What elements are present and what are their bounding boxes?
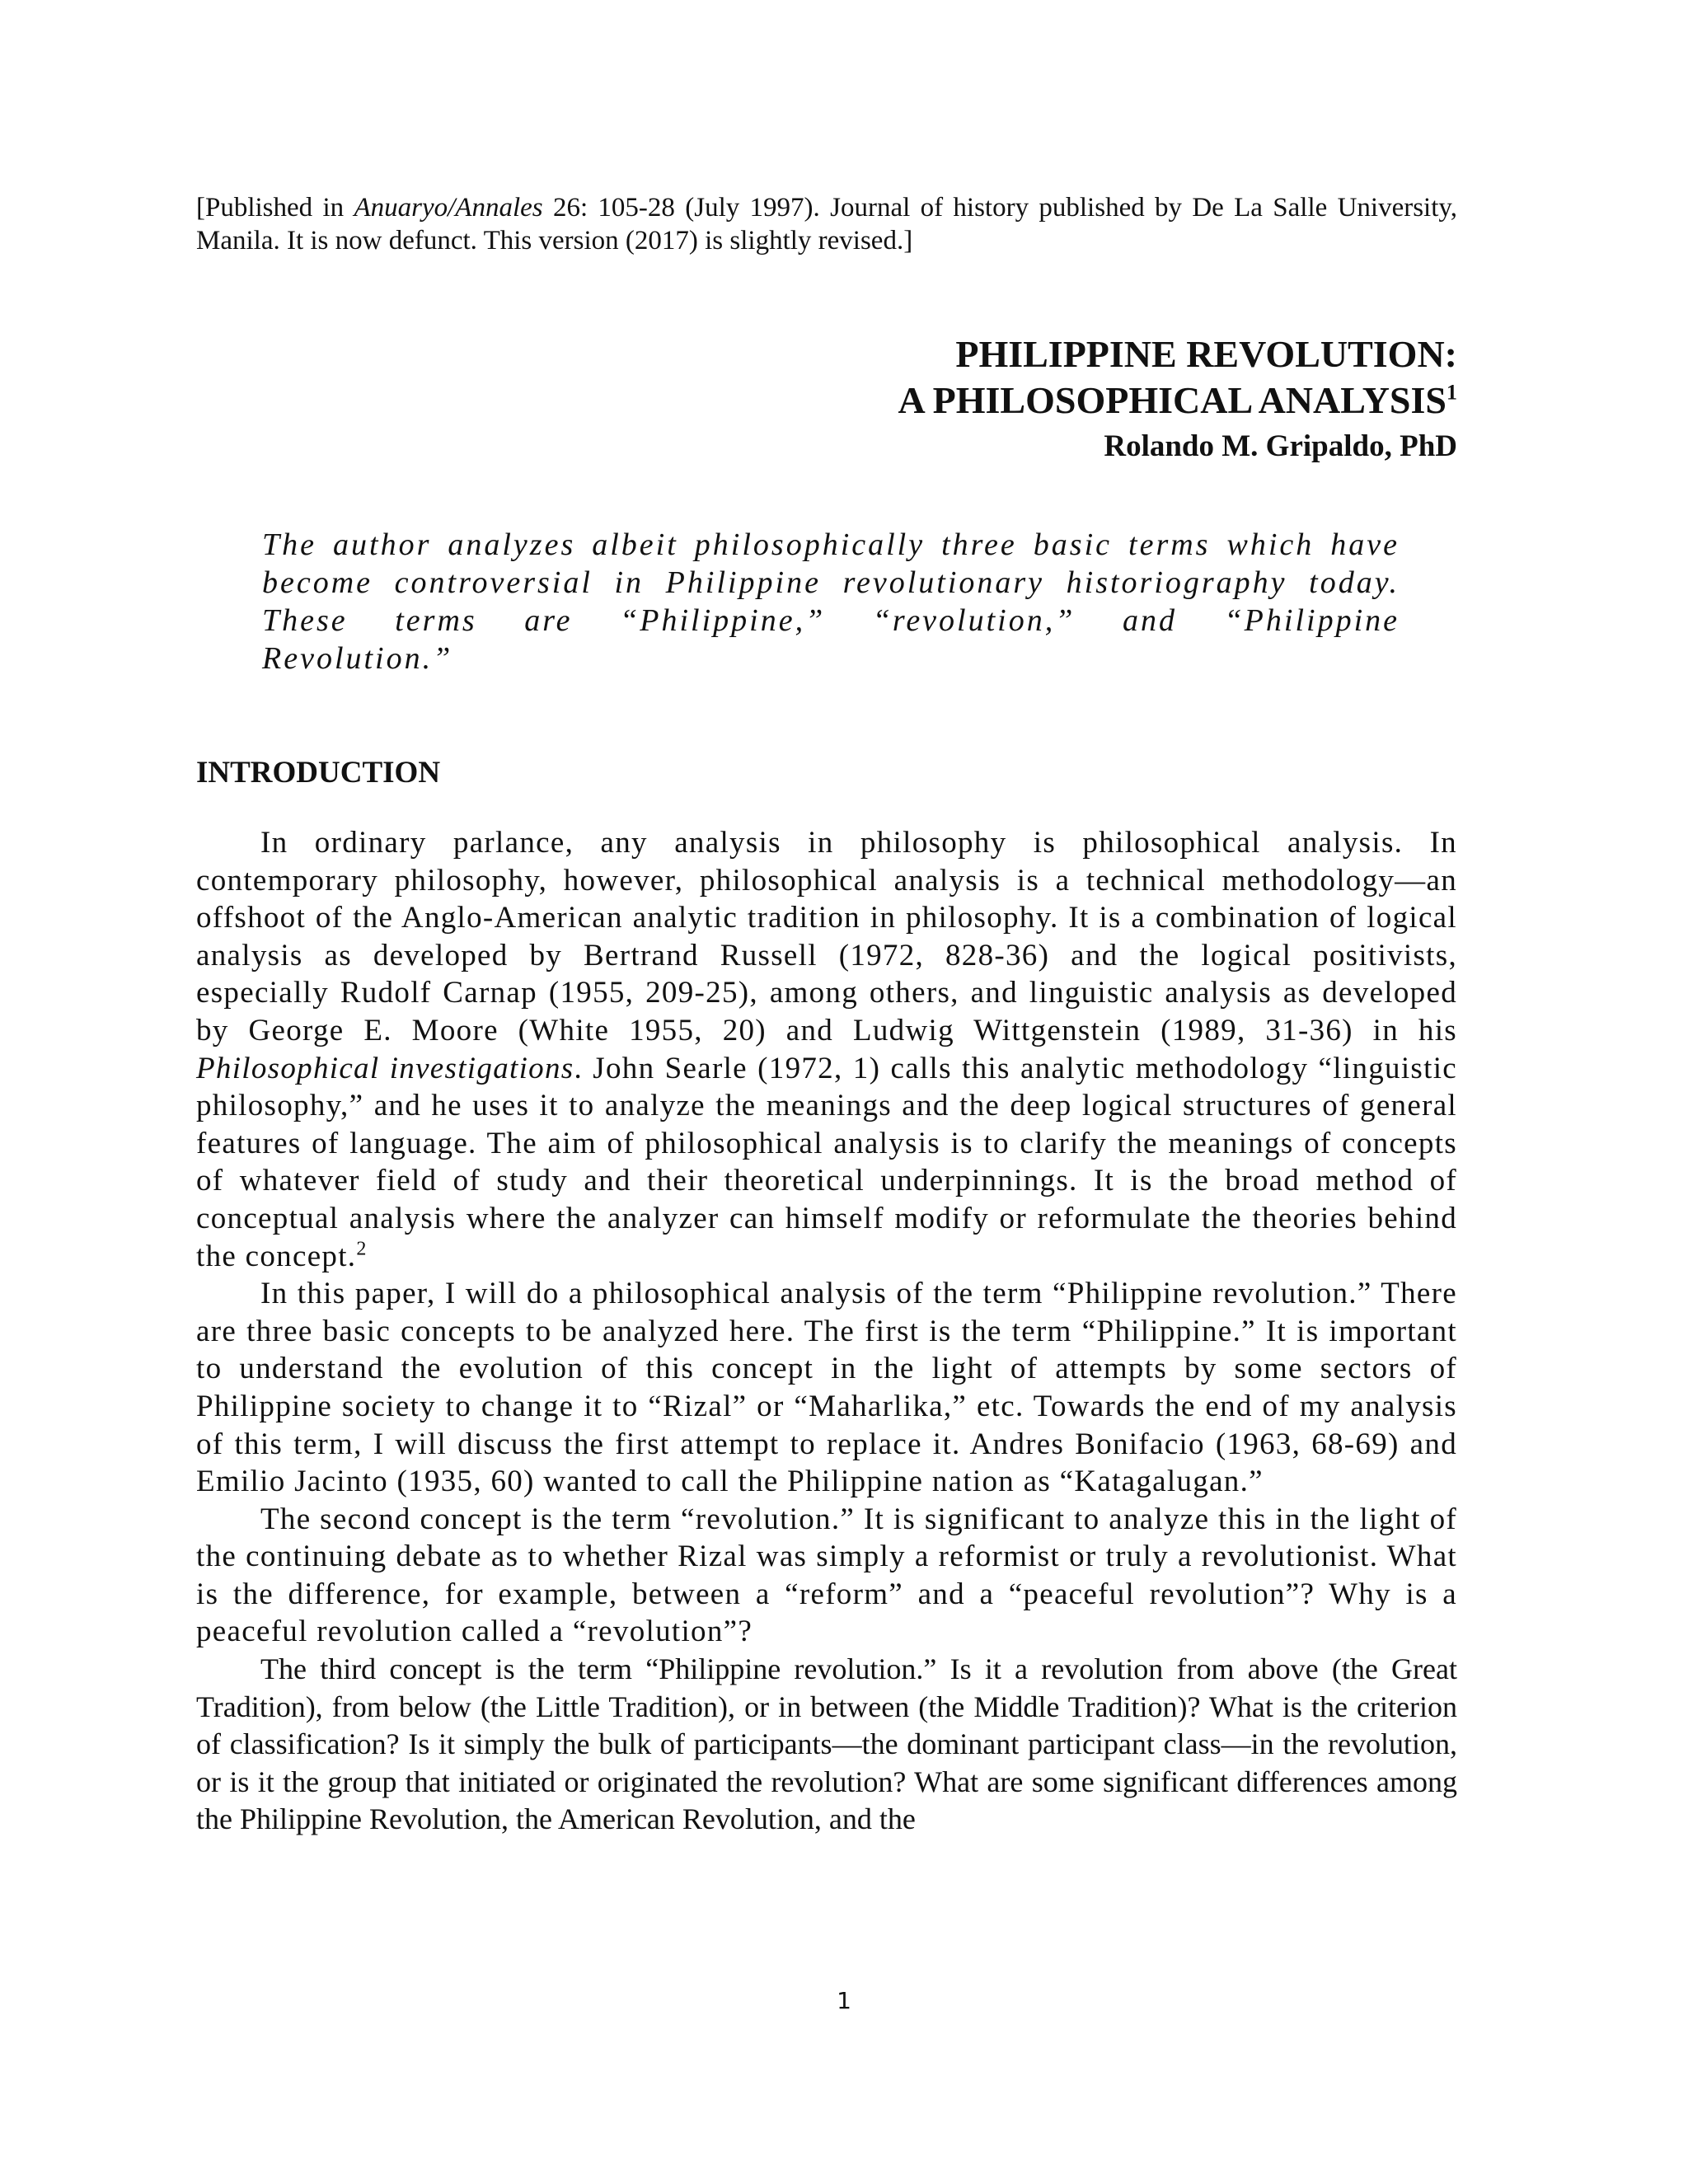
paragraph-4: The third concept is the term “Philippine revolution.” Is it a revolution from above (the Great Tradition), from below (the Little Tradition), or in between (the Middle Tradition)? What is the criterion of classification? Is it simply the bulk of participants—the dominant participant class—in the revolution, or is it the group that initiated or originated the revolution? What are some significant differences among the Philippine Revolution, the American Revolution, and the <box>196 1652 1457 1836</box>
paragraph-1-part-a: In ordinary parlance, any analysis in philosophy is philosophical analysis. In contemporary philosophy, however, philosophical analysis is a technical methodology—an offshoot of the Anglo-American analytic tradition in philosophy. It is a combination of logical analysis as developed by Bertrand Russell (1972, 828-36) and the logical positivists, especially Rudolf Carnap (1955, 209-25), among others, and linguistic analysis as developed by George E. Moore (White 1955, 20) and Ludwig Wittgenstein (1989, 31-36) in his <box>196 826 1457 1047</box>
paragraph-1-part-b: . John Searle (1972, 1) calls this analytic methodology “linguistic philosophy,” and he uses it to analyze the meanings and the deep logical structures of general features of language. The aim of philosophical analysis is to clarify the meanings of concepts of whatever field of study and their theoretical underpinnings. It is the broad method of conceptual analysis where the analyzer can himself modify or reformulate the theories behind the concept. <box>196 1051 1458 1273</box>
journal-name: Anuaryo/Annales <box>354 193 543 223</box>
title-line-1: PHILIPPINE REVOLUTION: <box>955 333 1457 375</box>
paragraph-2: In this paper, I will do a philosophical analysis of the term “Philippine revolution.” There are three basic concepts to be analyzed here. The first is the term “Philippine.” It is important to understand the evolution of this concept in the light of attempts by some sectors of Philippine society to change it to “Rizal” or “Maharlika,” etc. Towards the end of my analysis of this term, I will discuss the first attempt to replace it. Andres Bonifacio (1963, 68-69) and Emilio Jacinto (1935, 60) wanted to call the Philippine nation as “Katagalugan.” <box>196 1277 1457 1499</box>
footnote-marker-2: 2 <box>356 1238 368 1260</box>
abstract: The author analyzes albeit philosophically three basic terms which have become controversial in Philippine revolutionary historiography today. These terms are “Philippine,” “revolution,” and “Philippine Revolution.” <box>262 527 1400 676</box>
paragraph-1 <box>196 824 1457 1275</box>
paragraph-3: The second concept is the term “revolution.” It is significant to analyze this in the light of the continuing debate as to whether Rizal was simply a reformist or truly a revolutionist. What is the difference, for example, between a “reform” and a “peaceful revolution”? Why is a peaceful revolution called a “revolution”? <box>196 1502 1457 1649</box>
author-name: Rolando M. Gripaldo, PhD <box>1104 429 1457 463</box>
publication-note-suffix: 26: 105-28 (July 1997). Journal of history published by De La Salle University, Manila. It is now defunct. This version (2017) is slightly revised.] <box>196 193 1457 255</box>
title-line-2-text: A PHILOSOPHICAL ANALYSIS <box>898 379 1447 421</box>
publication-note-prefix: [Published in <box>196 193 354 223</box>
publication-note <box>196 191 1457 257</box>
title-footnote-marker: 1 <box>1447 380 1457 405</box>
page-number: 1 <box>837 1987 851 2014</box>
title-line-2 <box>898 377 1457 424</box>
section-heading-introduction: INTRODUCTION <box>196 756 441 790</box>
title-block <box>898 331 1457 466</box>
book-title-philosophical-investigations: Philosophical investigations <box>196 1051 574 1085</box>
body-text <box>196 824 1457 1839</box>
